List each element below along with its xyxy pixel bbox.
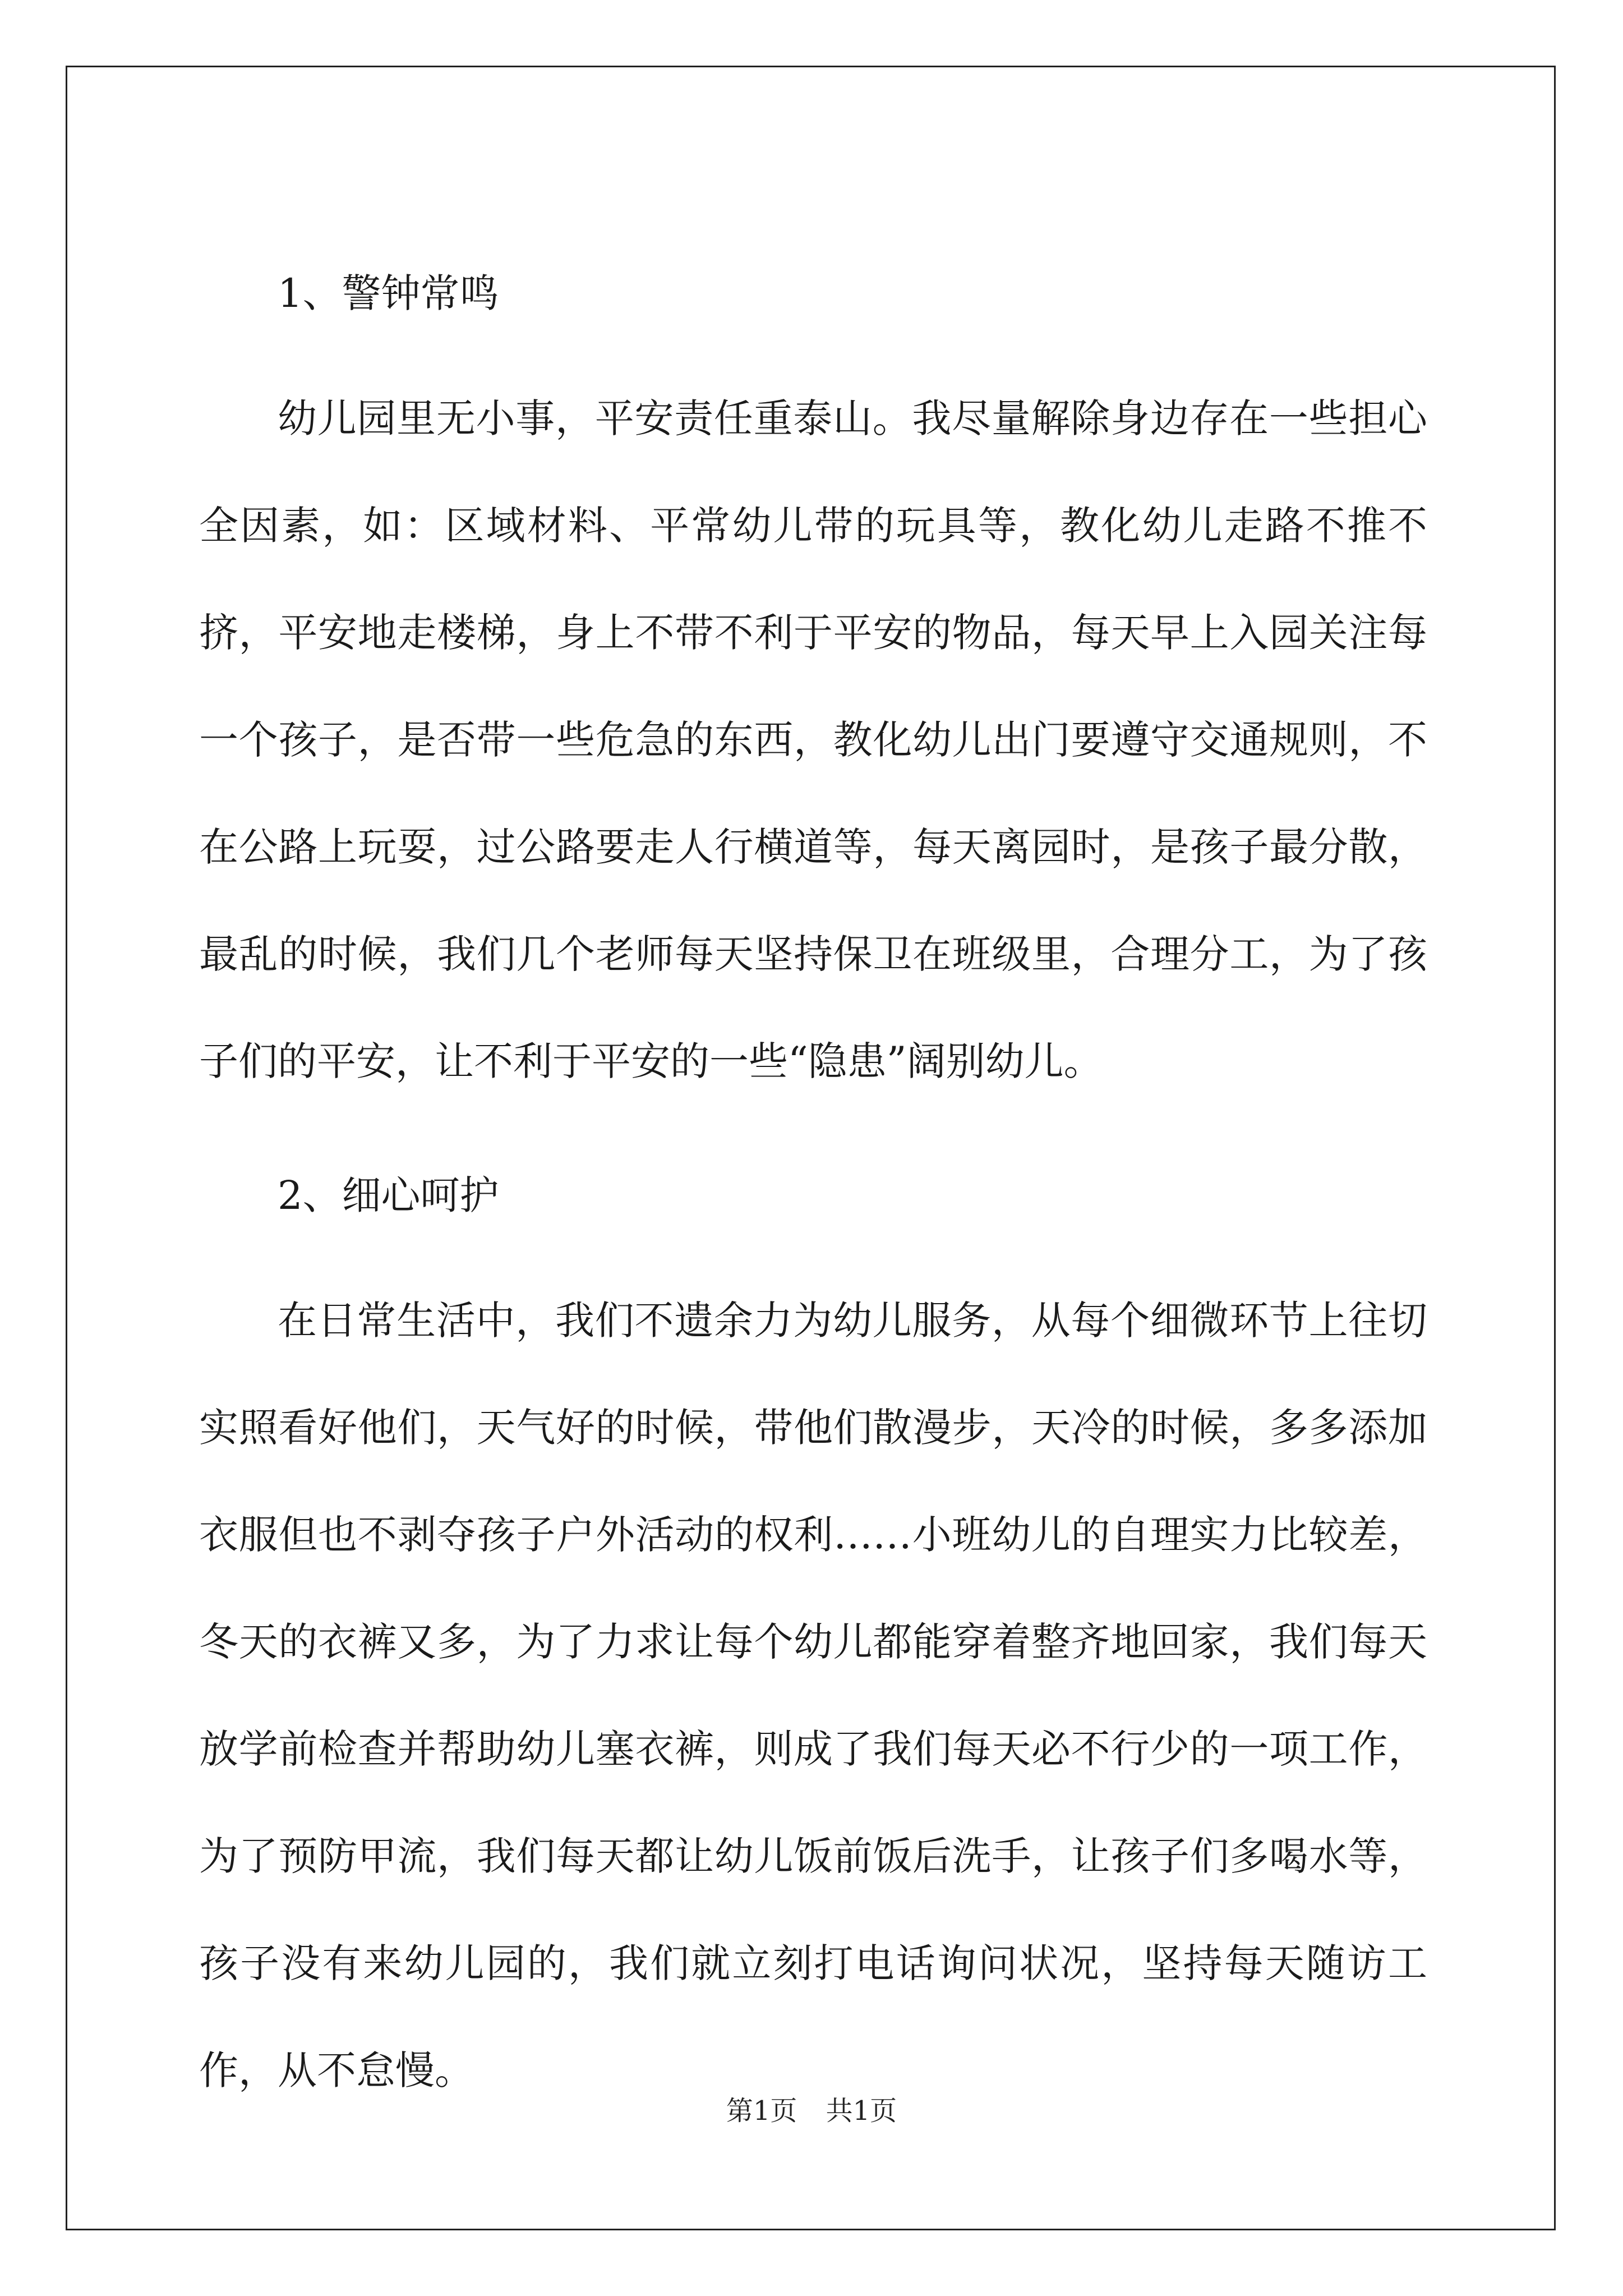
spacer bbox=[199, 213, 1427, 267]
spacer bbox=[199, 1115, 1427, 1169]
document-body bbox=[199, 213, 1427, 2124]
page-footer bbox=[0, 2094, 1623, 2128]
page-number: 第1页 bbox=[726, 2095, 797, 2127]
page-total: 共1页 bbox=[826, 2095, 897, 2127]
section-1-paragraph: 幼儿园里无小事，平安责任重泰山。我尽量解除身边存在一些担心全因素，如：区域材料、平常幼儿带的玩具等，教化幼儿走路不推不挤，平安地走楼梯，身上不带不利于平安的物品，每天早上入园关注每一个孩子，是否带一些危急的东西，教化幼儿出门要遵守交通规则，不在公路上玩耍，过公路要走人行横道等，每天离园时，是孩子最分散，最乱的时候，我们几个老师每天坚持保卫在班级里，合理分工，为了孩子们的平安，让不利于平安的一些“隐患”阔别幼儿。 bbox=[199, 395, 1427, 1084]
spacer bbox=[199, 1222, 1427, 1267]
section-2-heading: 2、细心呵护 bbox=[278, 1172, 499, 1218]
spacer bbox=[199, 320, 1427, 365]
section-1-heading: 1、警钟常鸣 bbox=[278, 270, 499, 316]
section-2-paragraph: 在日常生活中，我们不遗余力为幼儿服务，从每个细微环节上往切实照看好他们，天气好的时候，带他们散漫步，天冷的时候，多多添加衣服但也不剥夺孩子户外活动的权利……小班幼儿的自理实力比较差，冬天的衣裤又多，为了力求让每个幼儿都能穿着整齐地回家，我们每天放学前检查并帮助幼儿塞衣裤，则成了我们每天必不行少的一项工作，为了预防甲流，我们每天都让幼儿饭前饭后洗手，让孩子们多喝水等，孩子没有来幼儿园的，我们就立刻打电话询问状况，坚持每天随访工作，从不怠慢。 bbox=[199, 1297, 1427, 2093]
